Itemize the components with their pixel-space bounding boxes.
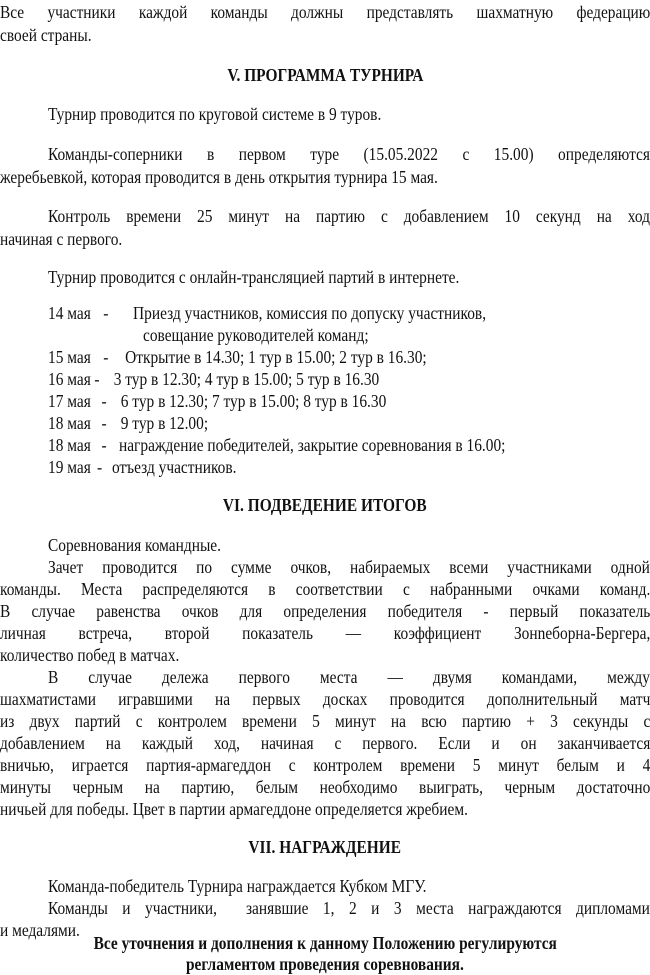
section-7-paragraph-1: Команда-победитель Турнира награждается Кубком МГУ.	[48, 876, 427, 896]
section-6-paragraph-2-line-3: В случае равенства очков для определения победителя - первый показатель	[0, 601, 650, 621]
section-6-paragraph-2-line-4: личная встреча, второй показатель — коэффициент Зонneборна-Бергера,	[0, 623, 650, 643]
section-6-paragraph-3-line-1: В случае дележа первого места — двумя командами, между	[48, 667, 650, 687]
intro-line-1: Все участники каждой команды должны представлять шахматную федерацию	[0, 2, 650, 22]
schedule-date: 19 мая	[48, 457, 91, 477]
schedule-item	[48, 346, 478, 368]
schedule-date: 16 мая	[48, 369, 91, 389]
schedule-item	[48, 434, 568, 456]
schedule-text: 9 тур в 12.00;	[120, 413, 209, 433]
schedule-date: 18 мая	[48, 435, 91, 455]
section-5-paragraph-4: Турнир проводится с онлайн-трансляцией партий в интернете.	[48, 267, 460, 287]
section-6-paragraph-2-line-1: Зачет проводится по сумме очков, набираемых всеми участниками одной	[48, 557, 650, 577]
section-5-paragraph-3-line-2: начиная с первого.	[0, 229, 123, 249]
schedule-item	[48, 456, 262, 478]
section-7-heading: VII. НАГРАЖДЕНИЕ	[248, 837, 402, 857]
schedule-separator: -	[94, 369, 100, 389]
schedule-item	[48, 412, 230, 434]
schedule-text: Приезд участников, комиссия по допуску участников,	[133, 303, 487, 323]
section-6-paragraph-1: Соревнования командные.	[48, 535, 221, 555]
schedule-item	[48, 368, 424, 390]
schedule-text: Открытие в 14.30; 1 тур в 15.00; 2 тур в 16.30;	[125, 347, 427, 367]
schedule-text: отъезд участников.	[111, 457, 237, 477]
schedule-separator: -	[101, 413, 107, 433]
closing-note-line-2: регламентом проведения соревнования.	[186, 954, 464, 974]
schedule-separator: -	[103, 347, 109, 367]
section-5-paragraph-2-line-2: жеребьевкой, которая проводится в день открытия турнира 15 мая.	[0, 167, 438, 187]
schedule-separator: -	[103, 303, 109, 323]
closing-note-line-1: Все уточнения и дополнения к данному Положению регулируются	[93, 933, 557, 953]
schedule-item	[48, 390, 432, 412]
section-6-paragraph-2-line-5: количество побед в матчах.	[0, 645, 180, 665]
schedule-text: награждение победителей, закрытие соревнования в 16.00;	[118, 435, 506, 455]
schedule-date: 17 мая	[48, 391, 91, 411]
section-5-paragraph-3-line-1: Контроль времени 25 минут на партию с добавлением 10 секунд на ход	[48, 206, 650, 226]
schedule-separator: -	[101, 435, 107, 455]
schedule-text: 3 тур в 12.30; 4 тур в 15.00; 5 тур в 16.30	[113, 369, 380, 389]
section-6-paragraph-3-line-5: вничью, играется партия-армагеддон с контролем времени 5 минут белым и 4	[0, 755, 650, 775]
section-6-paragraph-3-line-7: ничьей для победы. Цвет в партии армагеддоне определяется жребием.	[0, 799, 468, 819]
section-6-paragraph-3-line-2: шахматистами игравшими на первых досках проводится дополнительный матч	[0, 689, 650, 709]
schedule-date: 15 мая	[48, 347, 91, 367]
section-6-paragraph-3-line-3: из двух партий с контролем времени 5 минут на всю партию + 3 секунды с	[0, 711, 650, 731]
schedule-separator: -	[97, 457, 103, 477]
section-5-paragraph-1: Турнир проводится по круговой системе в 9 туров.	[48, 104, 382, 124]
schedule-date: 14 мая	[48, 303, 91, 323]
schedule-item	[48, 302, 546, 324]
section-7-paragraph-2-line-2: и медалями.	[0, 920, 80, 940]
section-5-paragraph-2-line-1: Команды-соперники в первом туре (15.05.2022 с 15.00) определяются	[48, 144, 650, 164]
schedule-separator: -	[101, 391, 107, 411]
schedule-item-continuation: совещание руководителей команд;	[143, 325, 369, 345]
section-5-heading: V. ПРОГРАММА ТУРНИРА	[226, 65, 423, 85]
section-6-heading: VI. ПОДВЕДЕНИЕ ИТОГОВ	[223, 495, 427, 515]
schedule-text: 6 тур в 12.30; 7 тур в 15.00; 8 тур в 16.30	[120, 391, 387, 411]
section-6-paragraph-3-line-6: минуты черным на партию, белым необходимо выиграть, черным достаточно	[0, 777, 650, 797]
section-6-paragraph-3-line-4: добавлением на каждый ход, начиная с первого. Если и он заканчивается	[0, 733, 650, 753]
section-7-paragraph-2-line-1: Команды и участники, занявшие 1, 2 и 3 места награждаются дипломами	[48, 898, 650, 918]
intro-line-2: своей страны.	[0, 25, 92, 45]
section-6-paragraph-2-line-2: команды. Места распределяются в соответствии с набранными очками команд.	[0, 579, 650, 599]
schedule-date: 18 мая	[48, 413, 91, 433]
